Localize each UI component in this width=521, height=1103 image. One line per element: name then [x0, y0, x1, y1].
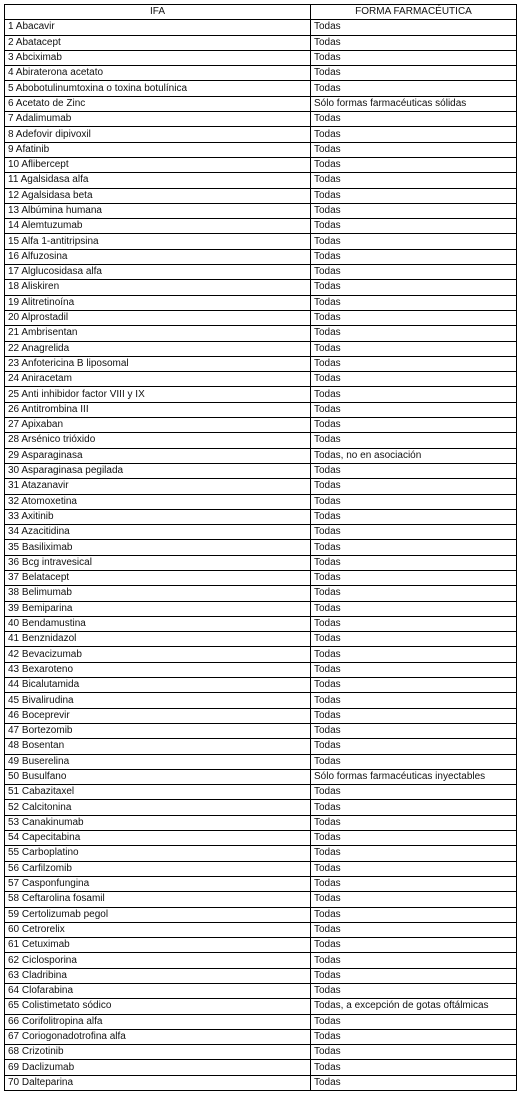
table-row — [5, 341, 517, 356]
table-row — [5, 693, 517, 708]
ifa-cell: 1 Abacavir — [5, 20, 311, 35]
ifa-cell: 36 Bcg intravesical — [5, 555, 311, 570]
forma-cell: Todas — [311, 188, 517, 203]
table-row — [5, 157, 517, 172]
ifa-cell: 23 Anfotericina B liposomal — [5, 356, 311, 371]
table-row — [5, 356, 517, 371]
forma-cell: Todas — [311, 1014, 517, 1029]
forma-cell: Todas — [311, 387, 517, 402]
forma-cell: Todas — [311, 418, 517, 433]
table-row — [5, 127, 517, 142]
ifa-cell: 18 Aliskiren — [5, 280, 311, 295]
forma-cell: Todas — [311, 953, 517, 968]
ifa-cell: 41 Benznidazol — [5, 632, 311, 647]
table-row — [5, 265, 517, 280]
table-row — [5, 433, 517, 448]
ifa-cell: 61 Cetuximab — [5, 938, 311, 953]
drug-table — [4, 4, 517, 1091]
table-row — [5, 647, 517, 662]
table-body — [5, 20, 517, 1091]
forma-cell: Todas — [311, 570, 517, 585]
forma-cell: Todas — [311, 555, 517, 570]
ifa-cell: 4 Abiraterona acetato — [5, 66, 311, 81]
ifa-cell: 62 Ciclosporina — [5, 953, 311, 968]
table-row — [5, 66, 517, 81]
forma-cell: Todas, no en asociación — [311, 448, 517, 463]
forma-cell: Todas — [311, 831, 517, 846]
ifa-cell: 47 Bortezomib — [5, 723, 311, 738]
ifa-cell: 69 Daclizumab — [5, 1060, 311, 1075]
table-row — [5, 922, 517, 937]
forma-cell: Todas — [311, 173, 517, 188]
ifa-cell: 45 Bivalirudina — [5, 693, 311, 708]
forma-cell: Todas — [311, 112, 517, 127]
forma-cell: Todas — [311, 127, 517, 142]
table-row — [5, 50, 517, 65]
forma-cell: Todas — [311, 938, 517, 953]
ifa-cell: 49 Buserelina — [5, 754, 311, 769]
ifa-cell: 52 Calcitonina — [5, 800, 311, 815]
forma-cell: Todas, a excepción de gotas oftálmicas — [311, 999, 517, 1014]
forma-cell: Todas — [311, 662, 517, 677]
ifa-cell: 27 Apixaban — [5, 418, 311, 433]
ifa-cell: 51 Cabazitaxel — [5, 785, 311, 800]
table-row — [5, 876, 517, 891]
forma-cell: Todas — [311, 356, 517, 371]
ifa-cell: 14 Alemtuzumab — [5, 219, 311, 234]
table-row — [5, 708, 517, 723]
table-row — [5, 173, 517, 188]
table-header-row — [5, 5, 517, 20]
ifa-cell: 58 Ceftarolina fosamil — [5, 892, 311, 907]
table-row — [5, 280, 517, 295]
table-row — [5, 494, 517, 509]
table-row — [5, 785, 517, 800]
table-row — [5, 601, 517, 616]
table-row — [5, 326, 517, 341]
forma-cell: Todas — [311, 35, 517, 50]
table-row — [5, 96, 517, 111]
ifa-cell: 30 Asparaginasa pegilada — [5, 463, 311, 478]
ifa-cell: 8 Adefovir dipivoxil — [5, 127, 311, 142]
forma-cell: Sólo formas farmacéuticas sólidas — [311, 96, 517, 111]
table-row — [5, 81, 517, 96]
forma-cell: Todas — [311, 800, 517, 815]
ifa-cell: 70 Dalteparina — [5, 1075, 311, 1090]
ifa-cell: 16 Alfuzosina — [5, 249, 311, 264]
table-row — [5, 418, 517, 433]
ifa-cell: 25 Anti inhibidor factor VIII y IX — [5, 387, 311, 402]
table-row — [5, 35, 517, 50]
forma-cell: Todas — [311, 678, 517, 693]
forma-cell: Todas — [311, 616, 517, 631]
ifa-cell: 26 Antitrombina III — [5, 402, 311, 417]
forma-cell: Todas — [311, 922, 517, 937]
ifa-cell: 59 Certolizumab pegol — [5, 907, 311, 922]
forma-cell: Todas — [311, 402, 517, 417]
table-row — [5, 831, 517, 846]
ifa-cell: 55 Carboplatino — [5, 846, 311, 861]
ifa-cell: 34 Azacitidina — [5, 525, 311, 540]
forma-cell: Todas — [311, 341, 517, 356]
forma-cell: Todas — [311, 203, 517, 218]
table-row — [5, 234, 517, 249]
ifa-cell: 28 Arsénico trióxido — [5, 433, 311, 448]
table-row — [5, 20, 517, 35]
ifa-cell: 2 Abatacept — [5, 35, 311, 50]
table-row — [5, 999, 517, 1014]
ifa-cell: 31 Atazanavir — [5, 479, 311, 494]
table-row — [5, 984, 517, 999]
forma-cell: Todas — [311, 463, 517, 478]
forma-cell: Todas — [311, 647, 517, 662]
ifa-cell: 65 Colistimetato sódico — [5, 999, 311, 1014]
table-row — [5, 632, 517, 647]
table-row — [5, 203, 517, 218]
ifa-cell: 50 Busulfano — [5, 769, 311, 784]
forma-cell: Todas — [311, 876, 517, 891]
forma-cell: Todas — [311, 892, 517, 907]
table-row — [5, 861, 517, 876]
forma-cell: Todas — [311, 861, 517, 876]
table-row — [5, 586, 517, 601]
ifa-cell: 43 Bexaroteno — [5, 662, 311, 677]
forma-cell: Todas — [311, 494, 517, 509]
forma-cell: Todas — [311, 81, 517, 96]
table-row — [5, 769, 517, 784]
table-row — [5, 846, 517, 861]
table-row — [5, 723, 517, 738]
ifa-cell: 21 Ambrisentan — [5, 326, 311, 341]
table-row — [5, 249, 517, 264]
ifa-cell: 39 Bemiparina — [5, 601, 311, 616]
ifa-cell: 38 Belimumab — [5, 586, 311, 601]
ifa-cell: 48 Bosentan — [5, 739, 311, 754]
forma-cell: Todas — [311, 754, 517, 769]
forma-cell: Todas — [311, 846, 517, 861]
forma-cell: Todas — [311, 326, 517, 341]
ifa-cell: 63 Cladribina — [5, 968, 311, 983]
ifa-cell: 37 Belatacept — [5, 570, 311, 585]
forma-cell: Sólo formas farmacéuticas inyectables — [311, 769, 517, 784]
forma-cell: Todas — [311, 708, 517, 723]
table-row — [5, 1045, 517, 1060]
forma-cell: Todas — [311, 310, 517, 325]
ifa-cell: 53 Canakinumab — [5, 815, 311, 830]
ifa-cell: 9 Afatinib — [5, 142, 311, 157]
ifa-cell: 66 Corifolitropina alfa — [5, 1014, 311, 1029]
header-ifa: IFA — [5, 5, 311, 20]
ifa-cell: 54 Capecitabina — [5, 831, 311, 846]
table-row — [5, 953, 517, 968]
ifa-cell: 44 Bicalutamida — [5, 678, 311, 693]
table-row — [5, 1075, 517, 1090]
table-row — [5, 907, 517, 922]
table-row — [5, 219, 517, 234]
table-row — [5, 739, 517, 754]
forma-cell: Todas — [311, 1045, 517, 1060]
ifa-cell: 20 Alprostadil — [5, 310, 311, 325]
ifa-cell: 29 Asparaginasa — [5, 448, 311, 463]
ifa-cell: 6 Acetato de Zinc — [5, 96, 311, 111]
forma-cell: Todas — [311, 372, 517, 387]
drug-table-container — [4, 4, 517, 1091]
forma-cell: Todas — [311, 265, 517, 280]
table-row — [5, 968, 517, 983]
forma-cell: Todas — [311, 234, 517, 249]
forma-cell: Todas — [311, 815, 517, 830]
ifa-cell: 40 Bendamustina — [5, 616, 311, 631]
table-row — [5, 1060, 517, 1075]
forma-cell: Todas — [311, 968, 517, 983]
forma-cell: Todas — [311, 984, 517, 999]
table-row — [5, 662, 517, 677]
forma-cell: Todas — [311, 157, 517, 172]
table-row — [5, 295, 517, 310]
ifa-cell: 5 Abobotulinumtoxina o toxina botulínica — [5, 81, 311, 96]
ifa-cell: 15 Alfa 1-antitripsina — [5, 234, 311, 249]
table-row — [5, 938, 517, 953]
forma-cell: Todas — [311, 249, 517, 264]
ifa-cell: 33 Axitinib — [5, 509, 311, 524]
forma-cell: Todas — [311, 601, 517, 616]
forma-cell: Todas — [311, 1029, 517, 1044]
table-row — [5, 815, 517, 830]
table-row — [5, 525, 517, 540]
forma-cell: Todas — [311, 1075, 517, 1090]
forma-cell: Todas — [311, 739, 517, 754]
header-forma-farmaceutica: FORMA FARMACÉUTICA — [311, 5, 517, 20]
forma-cell: Todas — [311, 142, 517, 157]
table-row — [5, 616, 517, 631]
ifa-cell: 19 Alitretinoína — [5, 295, 311, 310]
ifa-cell: 24 Aniracetam — [5, 372, 311, 387]
forma-cell: Todas — [311, 479, 517, 494]
table-row — [5, 479, 517, 494]
table-row — [5, 448, 517, 463]
forma-cell: Todas — [311, 723, 517, 738]
forma-cell: Todas — [311, 540, 517, 555]
table-row — [5, 188, 517, 203]
forma-cell: Todas — [311, 219, 517, 234]
table-row — [5, 800, 517, 815]
table-row — [5, 754, 517, 769]
table-row — [5, 555, 517, 570]
ifa-cell: 68 Crizotinib — [5, 1045, 311, 1060]
forma-cell: Todas — [311, 433, 517, 448]
forma-cell: Todas — [311, 693, 517, 708]
forma-cell: Todas — [311, 785, 517, 800]
ifa-cell: 3 Abciximab — [5, 50, 311, 65]
ifa-cell: 42 Bevacizumab — [5, 647, 311, 662]
table-row — [5, 1029, 517, 1044]
ifa-cell: 10 Aflibercept — [5, 157, 311, 172]
forma-cell: Todas — [311, 50, 517, 65]
ifa-cell: 13 Albúmina humana — [5, 203, 311, 218]
forma-cell: Todas — [311, 295, 517, 310]
forma-cell: Todas — [311, 632, 517, 647]
table-row — [5, 112, 517, 127]
table-row — [5, 463, 517, 478]
ifa-cell: 67 Coriogonadotrofina alfa — [5, 1029, 311, 1044]
table-row — [5, 1014, 517, 1029]
forma-cell: Todas — [311, 1060, 517, 1075]
ifa-cell: 64 Clofarabina — [5, 984, 311, 999]
forma-cell: Todas — [311, 66, 517, 81]
forma-cell: Todas — [311, 509, 517, 524]
forma-cell: Todas — [311, 907, 517, 922]
table-row — [5, 310, 517, 325]
table-row — [5, 892, 517, 907]
table-row — [5, 387, 517, 402]
table-row — [5, 402, 517, 417]
table-row — [5, 540, 517, 555]
ifa-cell: 32 Atomoxetina — [5, 494, 311, 509]
ifa-cell: 46 Boceprevir — [5, 708, 311, 723]
table-row — [5, 570, 517, 585]
ifa-cell: 11 Agalsidasa alfa — [5, 173, 311, 188]
table-row — [5, 372, 517, 387]
ifa-cell: 12 Agalsidasa beta — [5, 188, 311, 203]
ifa-cell: 56 Carfilzomib — [5, 861, 311, 876]
ifa-cell: 17 Alglucosidasa alfa — [5, 265, 311, 280]
table-row — [5, 142, 517, 157]
forma-cell: Todas — [311, 525, 517, 540]
ifa-cell: 57 Casponfungina — [5, 876, 311, 891]
table-row — [5, 678, 517, 693]
forma-cell: Todas — [311, 280, 517, 295]
forma-cell: Todas — [311, 20, 517, 35]
ifa-cell: 60 Cetrorelix — [5, 922, 311, 937]
ifa-cell: 35 Basiliximab — [5, 540, 311, 555]
ifa-cell: 7 Adalimumab — [5, 112, 311, 127]
ifa-cell: 22 Anagrelida — [5, 341, 311, 356]
table-row — [5, 509, 517, 524]
forma-cell: Todas — [311, 586, 517, 601]
